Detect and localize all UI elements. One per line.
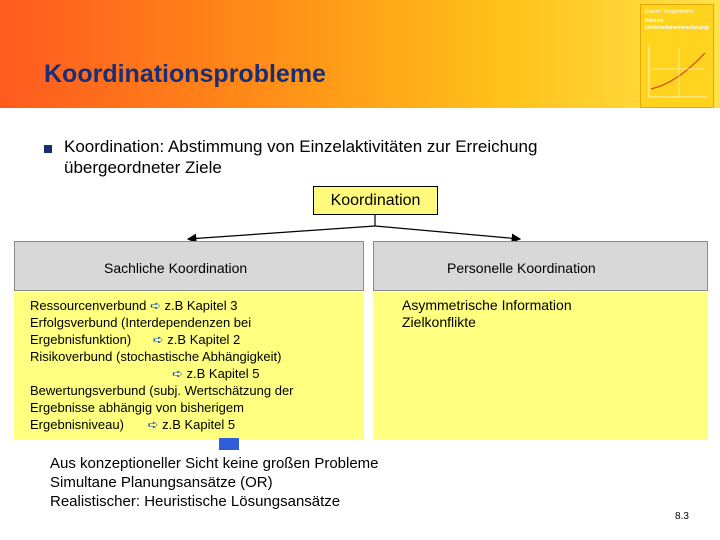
arrow-icon: ➪ bbox=[152, 332, 168, 347]
conclusion-line: Aus konzeptioneller Sicht keine großen Probleme bbox=[50, 455, 379, 472]
book-author: Ewert / Wagenhofer bbox=[645, 9, 694, 15]
list-item: Ergebnisse abhängig von bisherigem bbox=[30, 400, 244, 415]
list-item: Ergebnisniveau) ➪ z.B Kapitel 5 bbox=[30, 417, 236, 432]
page-title: Koordinationsprobleme bbox=[44, 60, 326, 88]
list-item: Risikoverbund (stochastische Abhängigkeit) bbox=[30, 349, 282, 364]
list-item: Ressourcenverbund ➪ z.B Kapitel 3 bbox=[30, 298, 238, 313]
list-item: Ergebnisfunktion) ➪ z.B Kapitel 2 bbox=[30, 332, 241, 347]
koordination-root-box: Koordination bbox=[313, 186, 438, 215]
sachliche-list bbox=[30, 297, 294, 433]
book-title-line2: Unternehmensrechnung bbox=[645, 25, 709, 31]
personelle-list bbox=[402, 297, 572, 331]
conclusion-line: Realistischer: Heuristische Lösungsansätze bbox=[50, 493, 341, 510]
arrow-to-personelle bbox=[375, 226, 520, 239]
arrow-icon: ➪ bbox=[172, 366, 187, 381]
personelle-label: Personelle Koordination bbox=[447, 260, 596, 276]
list-item: ➪ z.B Kapitel 5 bbox=[172, 366, 260, 381]
arrow-icon: ➪ bbox=[147, 417, 163, 432]
arrow-to-sachliche bbox=[188, 226, 375, 239]
bullet-line-1: Koordination: Abstimmung von Einzelaktivitäten zur Erreichung bbox=[64, 137, 538, 156]
conclusion-text bbox=[50, 454, 379, 511]
blue-marker bbox=[219, 438, 239, 450]
conclusion-line: Simultane Planungsansätze (OR) bbox=[50, 474, 273, 491]
list-item: Asymmetrische Information bbox=[402, 297, 572, 313]
list-item: Zielkonflikte bbox=[402, 314, 476, 330]
page-number: 8.3 bbox=[675, 511, 689, 522]
list-item: Bewertungsverbund (subj. Wertschätzung der bbox=[30, 383, 294, 398]
list-item: Erfolgsverbund (Interdependenzen bei bbox=[30, 315, 252, 330]
arrow-icon: ➪ bbox=[149, 298, 165, 313]
sachliche-label: Sachliche Koordination bbox=[104, 260, 248, 276]
bullet-line-2: übergeordneter Ziele bbox=[64, 158, 222, 177]
diagram-connector bbox=[0, 0, 720, 260]
book-title-line1: Interne bbox=[645, 18, 664, 24]
